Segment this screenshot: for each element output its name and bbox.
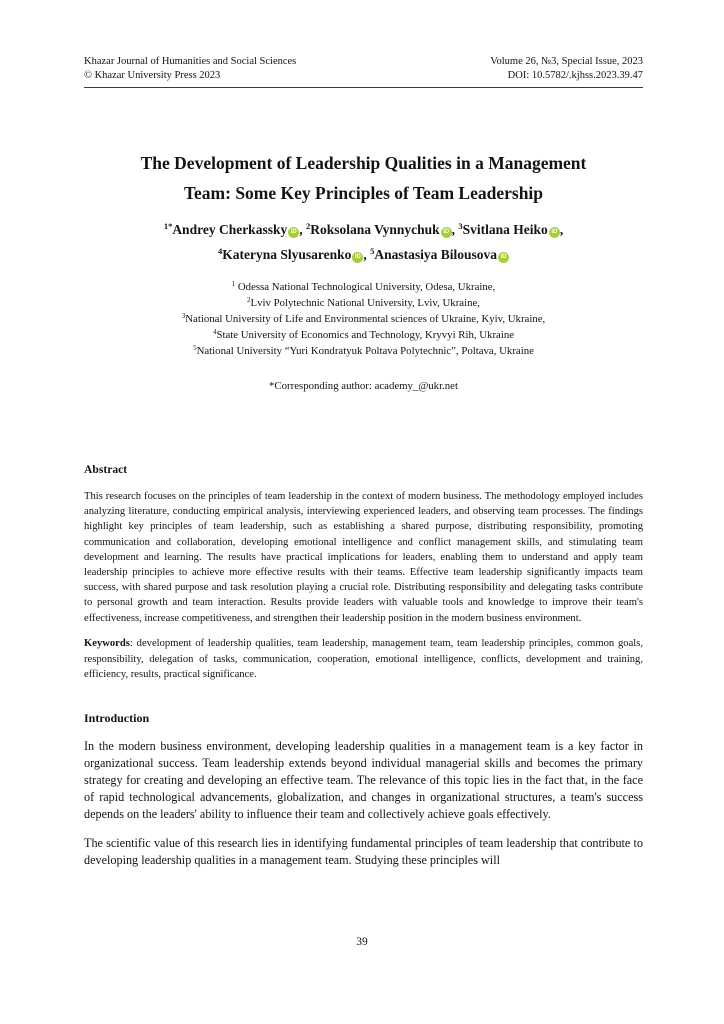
page-title xyxy=(84,148,643,208)
author-affiliation-sup: 1* xyxy=(163,221,173,231)
author xyxy=(164,222,306,237)
orcid-icon[interactable]: iD xyxy=(441,227,452,238)
title-line-2: Team: Some Key Principles of Team Leadership xyxy=(183,183,544,203)
orcid-icon[interactable]: iD xyxy=(498,252,509,263)
author-name: Roksolana Vynnychuk xyxy=(310,222,440,237)
journal-copyright: © Khazar University Press 2023 xyxy=(84,69,221,81)
affiliation xyxy=(84,279,643,295)
affiliation-sup: 3 xyxy=(181,312,186,320)
affiliation xyxy=(84,295,643,311)
introduction-heading: Introduction xyxy=(84,711,150,726)
affiliation xyxy=(84,327,643,343)
header-divider xyxy=(84,87,643,88)
journal-volume: Volume 26, №3, Special Issue, 2023 xyxy=(490,56,643,67)
author xyxy=(370,247,509,262)
author-affiliation-sup: 2 xyxy=(305,221,311,231)
journal-header-left xyxy=(84,55,296,82)
affiliation-sup: 2 xyxy=(247,296,251,304)
author-name: Anastasiya Bilousova xyxy=(374,247,498,262)
author-separator: , xyxy=(363,247,371,262)
abstract-text: This research focuses on the principles of team leadership in the context of modern business. The methodology employed includes analyzing literature, conducting empirical analysis, interviewing experienced leaders, and observing team processes. The findings highlight key principles of team leadership, such as establishing a shared purpose, distributing responsibility, promoting communication and collaboration, developing emotional intelligence and conflict management skills, and stimulating team development and learning. The results have practical implications for leaders, enabling them to understand and apply team leadership principles to achieve more effective results with their teams. Effective team leadership significantly impacts team success, with shared purpose and task resolution playing a crucial role. Distributing responsibility and delegating tasks contribute to personal growth and team interaction. Results provide leaders with valuable tools and knowledge to improve their team's effectiveness, increase competitiveness, and strengthen their leadership position in the modern business environment. xyxy=(84,491,643,624)
orcid-icon[interactable]: iD xyxy=(352,252,363,263)
affiliation-sup: 5 xyxy=(193,344,197,352)
affiliation-text: Odessa National Technological University, Odesa, Ukraine, xyxy=(235,281,496,293)
affiliation xyxy=(84,343,643,359)
affiliation xyxy=(84,311,643,327)
journal-header xyxy=(84,55,643,82)
affiliation-text: National University “Yuri Kondratyuk Poltava Polytechnic”, Poltava, Ukraine xyxy=(196,345,534,357)
author-separator: , xyxy=(559,222,564,237)
introduction-paragraph-2: The scientific value of this research lies in identifying fundamental principles of team leadership that contribute to developing leadership qualities in a management team. Studying these principles will xyxy=(84,836,643,868)
journal-name: Khazar Journal of Humanities and Social Sciences xyxy=(84,56,297,67)
affiliation-sup: 1 xyxy=(231,280,236,288)
keywords xyxy=(84,636,643,682)
affiliation-text: State University of Economics and Technology, Kryvyi Rih, Ukraine xyxy=(216,329,515,341)
author-name: Andrey Cherkassky xyxy=(172,222,288,237)
orcid-icon[interactable]: iD xyxy=(288,227,299,238)
author-separator: , xyxy=(299,222,306,237)
author-name: Svitlana Heiko xyxy=(462,222,548,237)
author xyxy=(458,222,563,237)
orcid-icon[interactable]: iD xyxy=(549,227,560,238)
affiliation-text: National University of Life and Environmental sciences of Ukraine, Kyiv, Ukraine, xyxy=(185,313,546,325)
journal-header-right xyxy=(490,55,643,82)
title-line-1: The Development of Leadership Qualities in a Management xyxy=(140,153,587,173)
introduction-paragraph-1: In the modern business environment, developing leadership qualities in a management team is a key factor in organizational success. Team leadership extends beyond individual managerial skills and becomes the primary strategy for creating and developing an effective team. The relevance of this topic lies in the fact that, in the face of rapid technological advancements, globalization, and changes in organizational structures, a team's success depends on the leaders' ability to influence their team and collectively achieve goals effectively. xyxy=(84,739,643,822)
author xyxy=(306,222,458,237)
page-number: 39 xyxy=(356,936,368,948)
abstract-heading: Abstract xyxy=(84,463,128,476)
author-affiliation-sup: 5 xyxy=(370,246,375,256)
journal-doi: DOI: 10.5782/.kjhss.2023.39.47 xyxy=(507,69,643,81)
author-affiliation-sup: 4 xyxy=(217,246,223,256)
corresponding-author: *Corresponding author: academy_@ukr.net xyxy=(269,380,458,392)
keywords-label: Keywords xyxy=(84,638,130,650)
author-name: Kateryna Slyusarenko xyxy=(222,247,352,262)
author-affiliation-sup: 3 xyxy=(458,221,463,231)
author-list xyxy=(84,217,643,267)
author xyxy=(218,247,370,262)
affiliation-list xyxy=(84,279,643,359)
affiliation-text: Lviv Polytechnic National University, Lviv, Ukraine, xyxy=(250,297,480,309)
author-separator: , xyxy=(451,222,459,237)
keywords-text: : development of leadership qualities, team leadership, management team, team leadership principles, common goals, responsibility, delegation of tasks, communication, cooperation, emotional intelligence, conflicts, development and training, efficiency, results, practical significance. xyxy=(84,638,643,680)
affiliation-sup: 4 xyxy=(212,328,217,336)
